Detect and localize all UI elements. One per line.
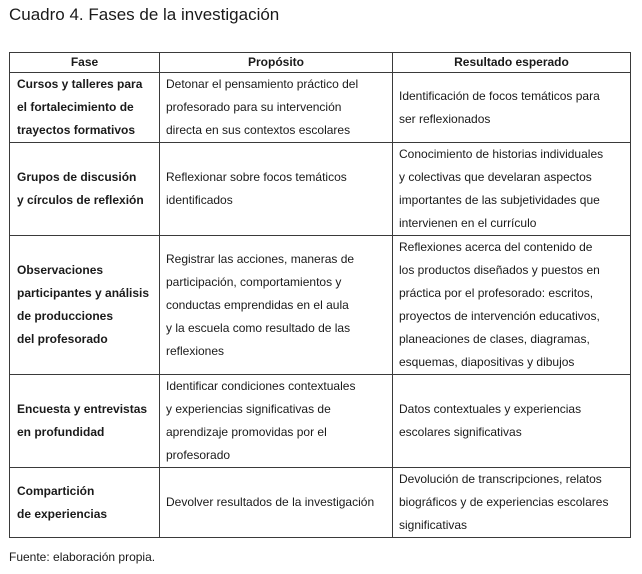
cell-resultado: Reflexiones acerca del contenido de los productos diseñados y puestos en práctica por el profesorado: escritos, proyectos de intervención educativos, planeaciones de clases, diagramas, esquemas, diapositivas y dibujos <box>393 236 631 375</box>
cell-proposito: Devolver resultados de la investigación <box>160 468 393 538</box>
column-header-proposito: Propósito <box>160 53 393 73</box>
cell-fase: Grupos de discusión y círculos de reflexión <box>10 143 160 236</box>
cell-proposito: Reflexionar sobre focos temáticos identificados <box>160 143 393 236</box>
table-row <box>10 236 631 375</box>
cell-proposito: Detonar el pensamiento práctico del profesorado para su intervención directa en sus contextos escolares <box>160 73 393 143</box>
cell-fase: Compartición de experiencias <box>10 468 160 538</box>
cell-proposito: Registrar las acciones, maneras de participación, comportamientos y conductas emprendidas en el aula y la escuela como resultado de las reflexiones <box>160 236 393 375</box>
cell-resultado: Datos contextuales y experiencias escolares significativas <box>393 375 631 468</box>
cell-fase: Observaciones participantes y análisis de producciones del profesorado <box>10 236 160 375</box>
table-header-row <box>10 53 631 73</box>
table-row <box>10 73 631 143</box>
column-header-resultado: Resultado esperado <box>393 53 631 73</box>
table-caption: Cuadro 4. Fases de la investigación <box>9 5 280 24</box>
table-row <box>10 468 631 538</box>
cell-resultado: Devolución de transcripciones, relatos biográficos y de experiencias escolares significativas <box>393 468 631 538</box>
cell-resultado: Identificación de focos temáticos para ser reflexionados <box>393 73 631 143</box>
column-header-fase: Fase <box>10 53 160 73</box>
phases-table <box>9 52 631 538</box>
cell-fase: Encuesta y entrevistas en profundidad <box>10 375 160 468</box>
table-row <box>10 375 631 468</box>
phases-table-container <box>9 52 630 534</box>
cell-resultado: Conocimiento de historias individuales y colectivas que develaran aspectos importantes de las subjetividades que intervienen en el currículo <box>393 143 631 236</box>
table-row <box>10 143 631 236</box>
cell-proposito: Identificar condiciones contextuales y experiencias significativas de aprendizaje promovidas por el profesorado <box>160 375 393 468</box>
cell-fase: Cursos y talleres para el fortalecimiento de trayectos formativos <box>10 73 160 143</box>
source-note: Fuente: elaboración propia. <box>9 550 156 564</box>
